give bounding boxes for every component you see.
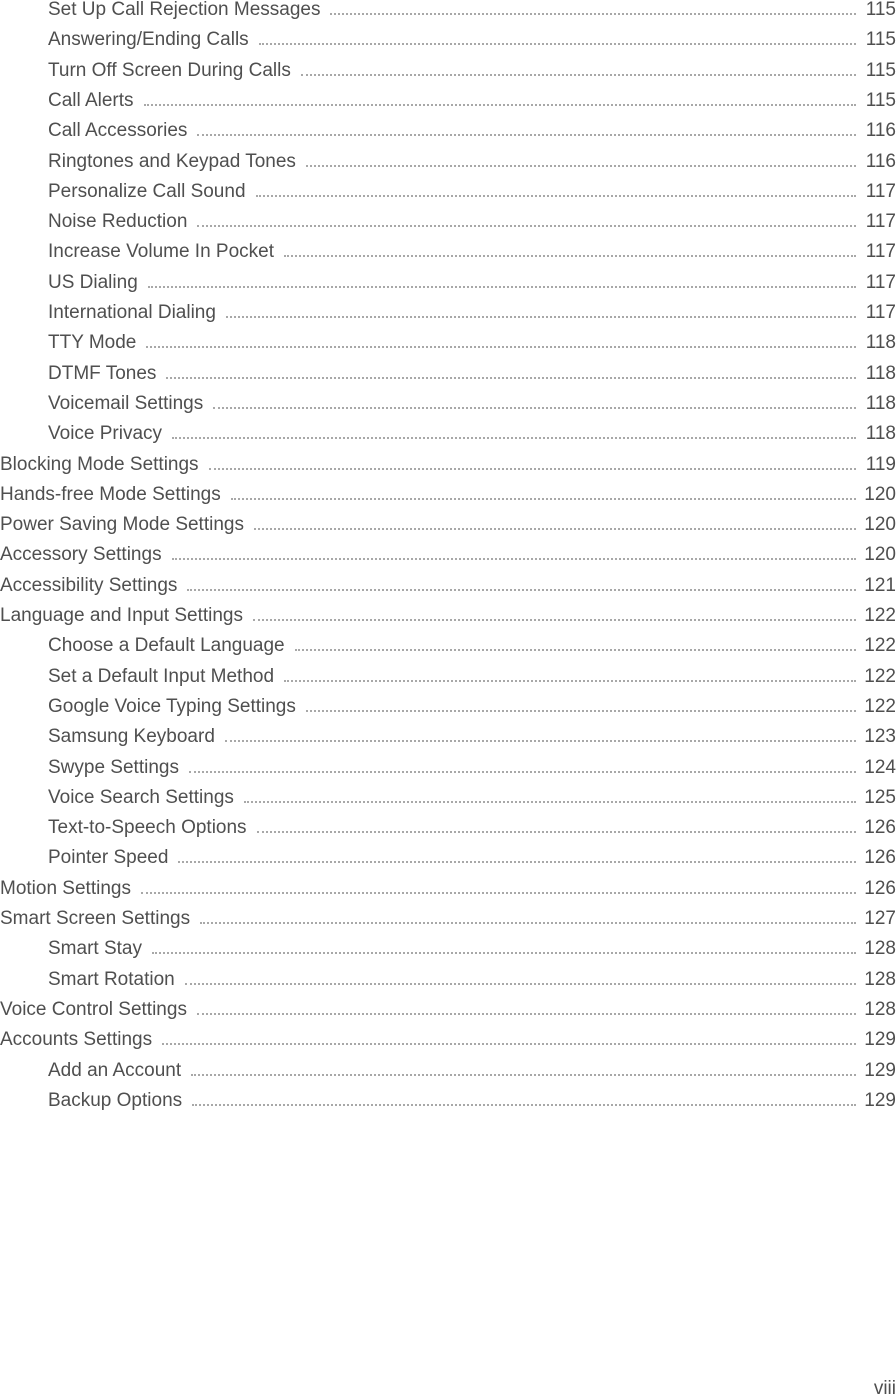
toc-entry-page: 117 xyxy=(865,241,896,263)
dot-leader xyxy=(253,619,856,621)
toc-entry[interactable] xyxy=(0,385,896,415)
toc-entry-title: Voice Control Settings xyxy=(0,998,187,1020)
toc-entry[interactable] xyxy=(0,870,896,900)
toc-entry-page: 129 xyxy=(864,1029,896,1051)
toc-entry-title: Text-to-Speech Options xyxy=(48,817,247,839)
toc-entry[interactable] xyxy=(0,839,896,869)
dot-leader xyxy=(148,286,856,288)
toc-entry-title: Smart Screen Settings xyxy=(0,908,191,929)
toc-entry-page: 115 xyxy=(865,89,896,111)
dot-leader xyxy=(295,649,856,651)
toc-entry[interactable] xyxy=(0,930,896,960)
toc-entry-page: 115 xyxy=(865,0,896,20)
toc-entry-page: 126 xyxy=(864,847,896,869)
dot-leader xyxy=(209,468,856,470)
toc-entry-page: 122 xyxy=(864,665,896,687)
dot-leader xyxy=(162,1043,856,1045)
toc-entry-title: Ringtones and Keypad Tones xyxy=(48,150,296,172)
toc-entry[interactable] xyxy=(0,476,896,506)
toc-entry-page: 117 xyxy=(865,180,896,202)
dot-leader xyxy=(330,13,856,15)
toc-entry-title: Samsung Keyboard xyxy=(48,726,215,748)
dot-leader xyxy=(166,377,856,379)
dot-leader xyxy=(284,255,856,257)
toc-entry-page: 124 xyxy=(864,756,896,778)
toc-entry[interactable] xyxy=(0,658,896,688)
toc-entry[interactable] xyxy=(0,567,896,597)
toc-entry-page: 115 xyxy=(865,29,896,51)
toc-entry-title: Voice Search Settings xyxy=(48,786,234,808)
toc-entry-title: US Dialing xyxy=(48,271,138,293)
toc-entry[interactable] xyxy=(0,961,896,991)
dot-leader xyxy=(284,680,856,682)
toc-entry-title: Smart Stay xyxy=(48,938,142,960)
toc-entry[interactable] xyxy=(0,355,896,385)
dot-leader xyxy=(178,861,856,863)
toc-entry-page: 118 xyxy=(865,332,896,354)
toc-entry-page: 128 xyxy=(864,968,896,990)
toc-entry[interactable] xyxy=(0,1082,896,1112)
dot-leader xyxy=(141,892,856,894)
dot-leader xyxy=(306,710,856,712)
dot-leader xyxy=(226,316,856,318)
toc-entry[interactable] xyxy=(0,0,896,21)
toc-entry-title: Call Accessories xyxy=(48,120,188,142)
toc-entry-page: 128 xyxy=(864,998,896,1020)
toc-entry[interactable] xyxy=(0,173,896,203)
toc-entry-page: 117 xyxy=(865,302,896,323)
toc-entry-title: Personalize Call Sound xyxy=(48,180,246,202)
toc-entry-title: Backup Options xyxy=(48,1089,183,1111)
toc-entry[interactable] xyxy=(0,233,896,263)
toc-entry-page: 120 xyxy=(864,514,896,536)
toc-entry[interactable] xyxy=(0,264,896,294)
toc-entry-page: 127 xyxy=(864,908,896,929)
toc-entry-title: Power Saving Mode Settings xyxy=(0,514,244,536)
toc-entry[interactable] xyxy=(0,536,896,566)
dot-leader xyxy=(187,589,856,591)
dot-leader xyxy=(306,165,856,167)
toc-entry[interactable] xyxy=(0,900,896,930)
toc-entry-page: 129 xyxy=(864,1089,896,1111)
dot-leader xyxy=(225,740,856,742)
dot-leader xyxy=(257,831,856,833)
toc-entry-page: 120 xyxy=(864,544,896,566)
toc-entry-title: Google Voice Typing Settings xyxy=(48,695,296,717)
toc-entry-page: 116 xyxy=(865,120,896,142)
toc-entry-title: Accounts Settings xyxy=(0,1029,153,1051)
toc-entry[interactable] xyxy=(0,627,896,657)
toc-entry-title: Motion Settings xyxy=(0,877,131,899)
toc-entry-title: Add an Account xyxy=(48,1059,182,1081)
toc-entry-title: Noise Reduction xyxy=(48,211,188,233)
toc-entry-title: Answering/Ending Calls xyxy=(48,29,249,51)
toc-entry-page: 126 xyxy=(864,877,896,899)
toc-entry[interactable] xyxy=(0,991,896,1021)
toc-entry[interactable] xyxy=(0,1021,896,1051)
dot-leader xyxy=(172,437,856,439)
toc-entry-page: 118 xyxy=(865,423,896,445)
toc-entry-page: 117 xyxy=(865,271,896,293)
toc-entry-page: 125 xyxy=(864,786,896,808)
toc-entry[interactable] xyxy=(0,21,896,51)
toc-entry-page: 118 xyxy=(865,362,896,384)
toc-entry-title: Voice Privacy xyxy=(48,423,163,445)
dot-leader xyxy=(191,1074,856,1076)
dot-leader xyxy=(172,558,856,560)
toc-entry[interactable] xyxy=(0,749,896,779)
toc-entry-title: TTY Mode xyxy=(48,332,137,354)
toc-entry-title: Accessibility Settings xyxy=(0,574,178,596)
dot-leader xyxy=(144,104,856,106)
toc-entry-page: 122 xyxy=(864,605,896,626)
toc-entry-title: Swype Settings xyxy=(48,756,179,778)
toc-entry-title: International Dialing xyxy=(48,302,216,323)
dot-leader xyxy=(192,1104,856,1106)
toc-entry-page: 126 xyxy=(864,817,896,839)
toc-entry-title: Hands-free Mode Settings xyxy=(0,483,221,505)
toc-entry-title: Set Up Call Rejection Messages xyxy=(48,0,321,20)
toc-entry-title: Increase Volume In Pocket xyxy=(48,241,275,263)
toc-entry-page: 117 xyxy=(865,211,896,233)
dot-leader xyxy=(256,195,856,197)
toc-entry-title: Language and Input Settings xyxy=(0,605,243,626)
toc-entry-page: 123 xyxy=(864,726,896,748)
dot-leader xyxy=(301,74,856,76)
dot-leader xyxy=(152,952,856,954)
toc-entry[interactable] xyxy=(0,446,896,476)
toc-entry[interactable] xyxy=(0,143,896,173)
toc-entry-title: Call Alerts xyxy=(48,89,134,111)
toc-entry[interactable] xyxy=(0,82,896,112)
toc-entry-page: 129 xyxy=(864,1059,896,1081)
toc-entry-title: Turn Off Screen During Calls xyxy=(48,59,291,81)
toc-entry-title: Choose a Default Language xyxy=(48,635,285,657)
toc-entry[interactable] xyxy=(0,597,896,627)
toc-entry-title: Pointer Speed xyxy=(48,847,169,869)
toc-entry-title: Smart Rotation xyxy=(48,968,175,990)
toc-entry[interactable] xyxy=(0,1052,896,1082)
toc-entry[interactable] xyxy=(0,112,896,142)
toc-entry-title: Blocking Mode Settings xyxy=(0,453,199,475)
toc-entry-page: 121 xyxy=(864,574,896,596)
toc-entry-page: 119 xyxy=(865,453,896,475)
toc-entry[interactable] xyxy=(0,203,896,233)
dot-leader xyxy=(197,134,856,136)
dot-leader xyxy=(254,528,856,530)
toc-entry[interactable] xyxy=(0,688,896,718)
toc-entry-title: Set a Default Input Method xyxy=(48,665,275,687)
dot-leader xyxy=(231,498,856,500)
dot-leader xyxy=(146,346,856,348)
toc-entry-page: 115 xyxy=(865,59,896,81)
page-number: viii xyxy=(873,1378,896,1399)
toc-entry-title: Voicemail Settings xyxy=(48,392,204,414)
toc-entry-page: 122 xyxy=(864,695,896,717)
toc-entry-page: 122 xyxy=(864,635,896,657)
dot-leader xyxy=(213,407,856,409)
dot-leader xyxy=(197,1013,856,1015)
toc-entry[interactable] xyxy=(0,718,896,748)
dot-leader xyxy=(185,983,856,985)
toc-entry[interactable] xyxy=(0,506,896,536)
toc-entry[interactable] xyxy=(0,294,896,324)
dot-leader xyxy=(189,771,856,773)
toc-entry-page: 120 xyxy=(864,483,896,505)
toc-entry-title: DTMF Tones xyxy=(48,362,157,384)
dot-leader xyxy=(200,922,856,924)
dot-leader xyxy=(197,225,856,227)
toc-entry-title: Accessory Settings xyxy=(0,544,162,566)
toc-entry-page: 118 xyxy=(865,392,896,414)
toc-entry-page: 128 xyxy=(864,938,896,960)
dot-leader xyxy=(244,801,856,803)
toc-entry[interactable] xyxy=(0,52,896,82)
toc-entry-page: 116 xyxy=(865,150,896,172)
toc-entry[interactable] xyxy=(0,779,896,809)
dot-leader xyxy=(259,43,856,45)
toc-entry[interactable] xyxy=(0,324,896,354)
toc-entry[interactable] xyxy=(0,415,896,445)
toc-entry[interactable] xyxy=(0,809,896,839)
